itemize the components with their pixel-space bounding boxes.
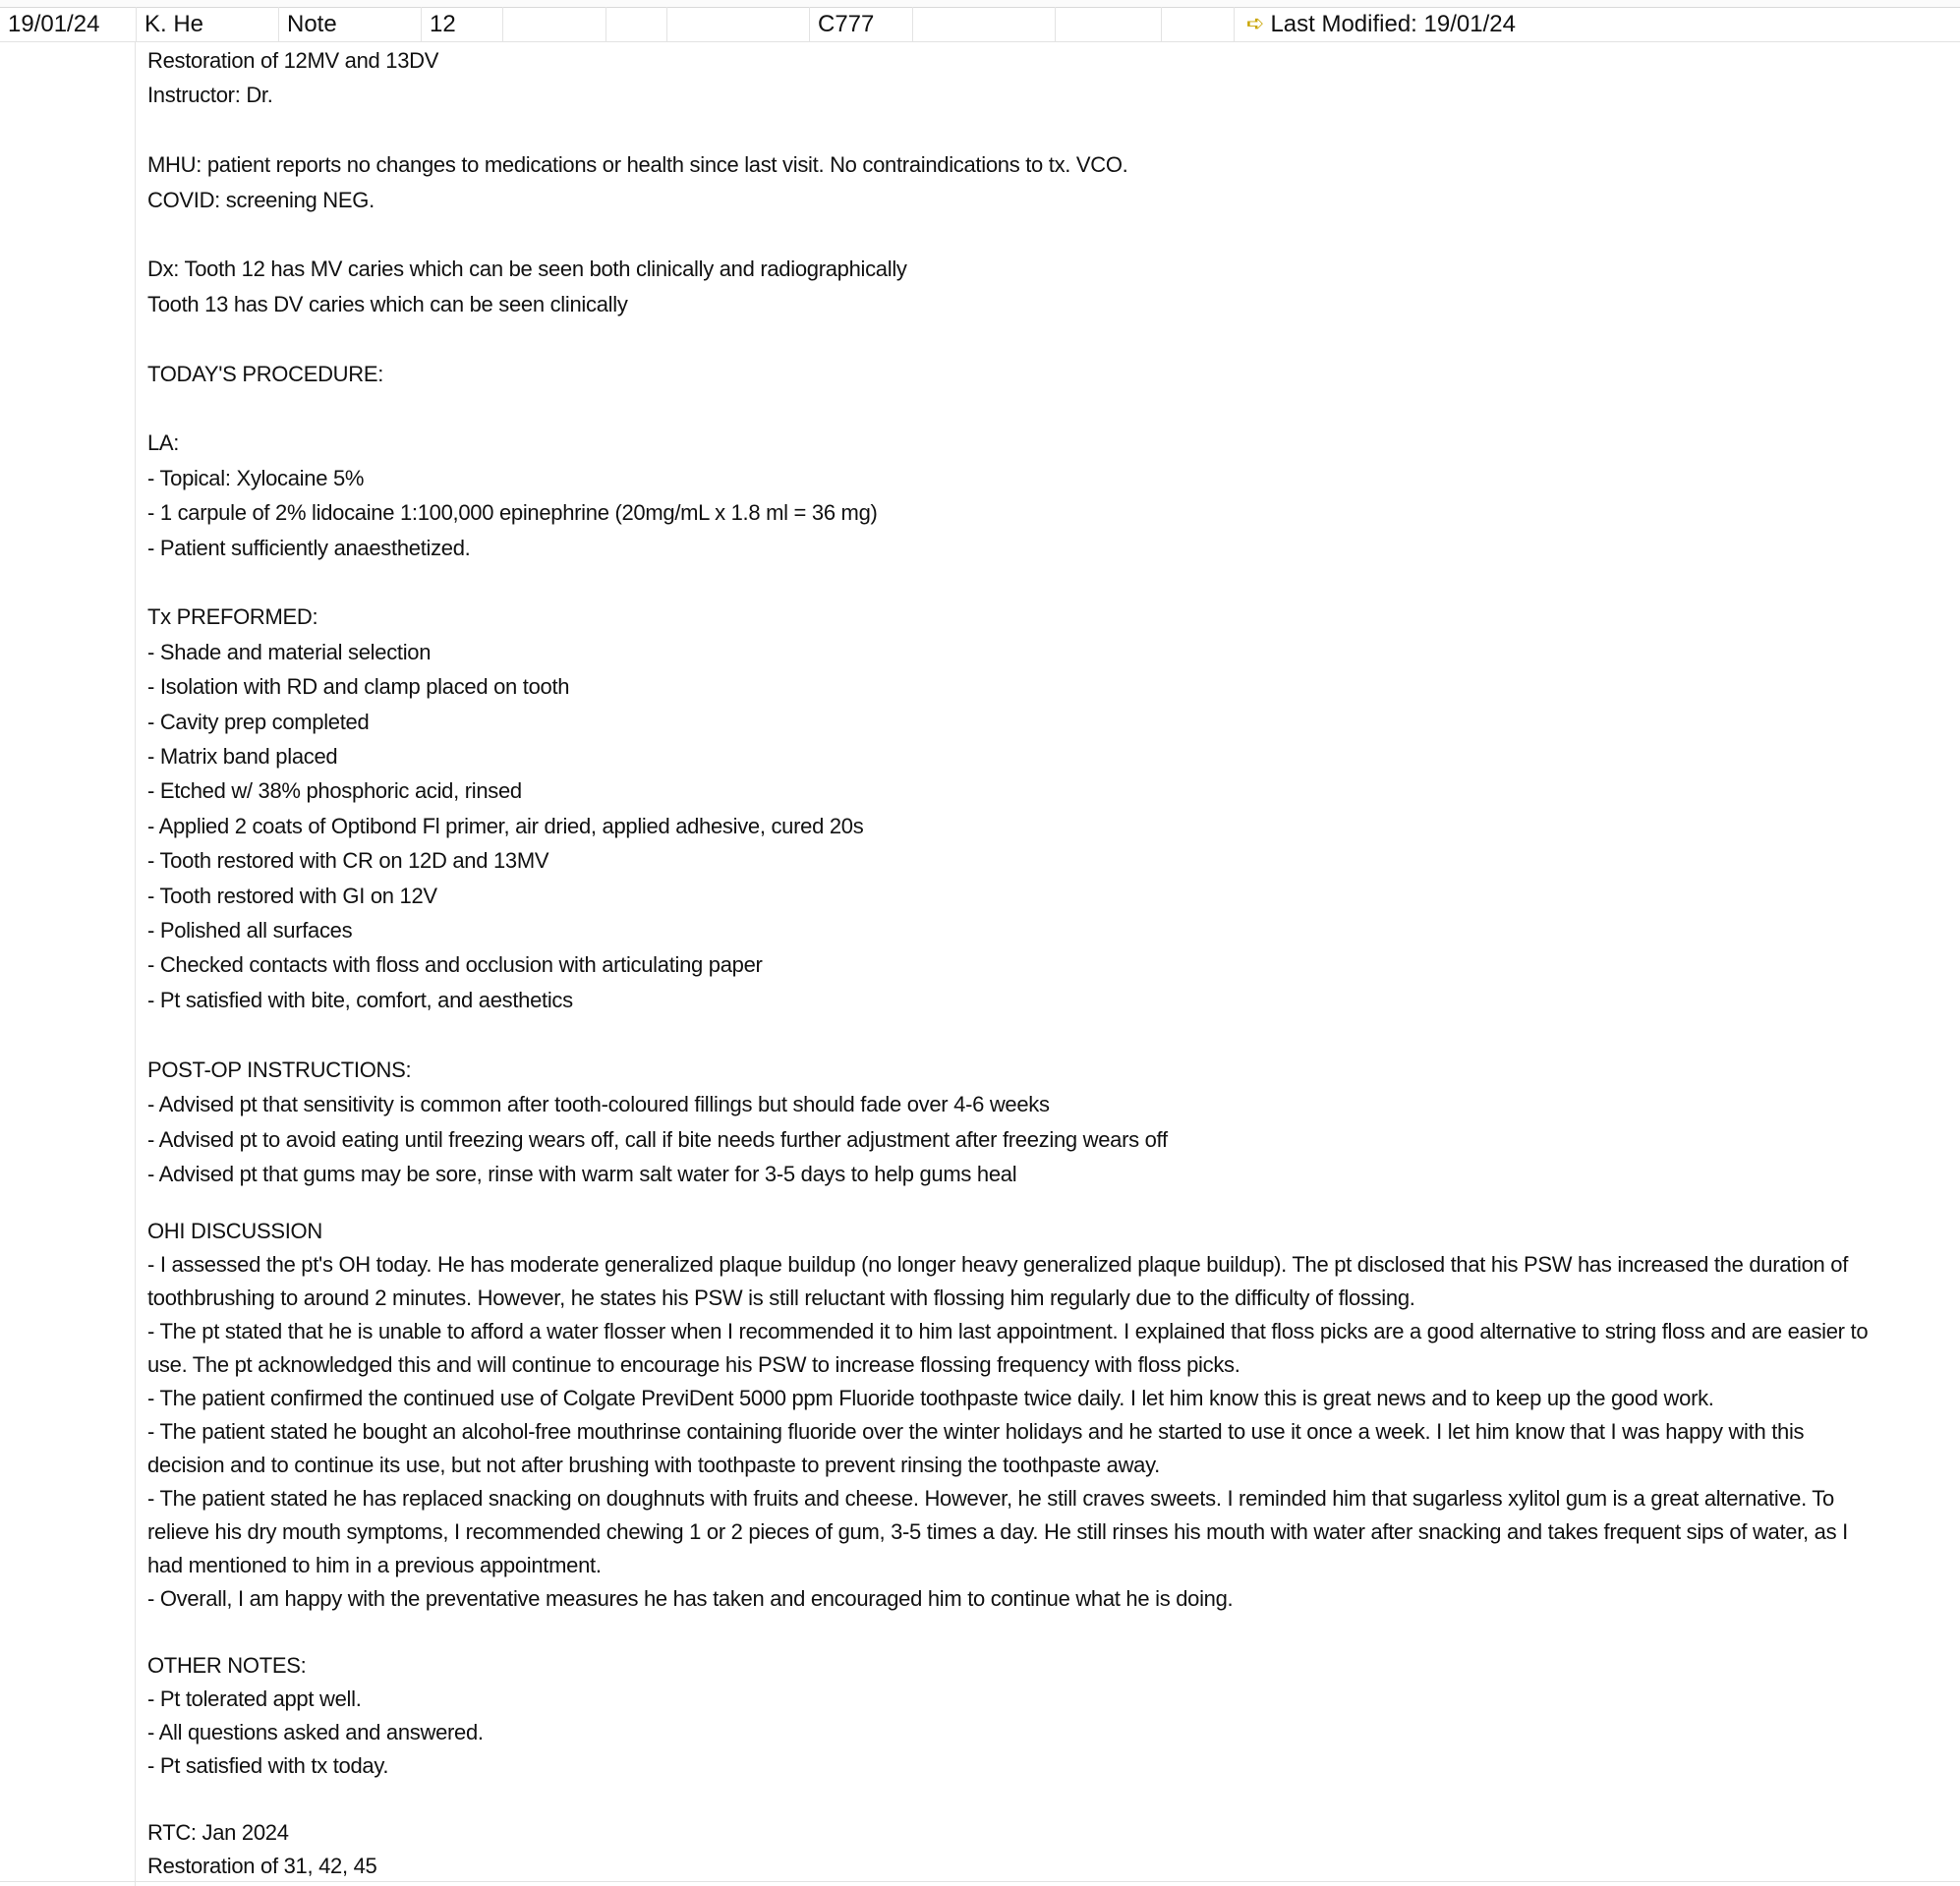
note-line: - Patient sufficiently anaesthetized. (147, 535, 471, 560)
note-line: - Pt satisfied with bite, comfort, and aesthetics (147, 987, 573, 1012)
note-gutter-divider (135, 41, 136, 1886)
note-body (147, 43, 1936, 1191)
note-line: LA: (147, 430, 180, 456)
note-line: TODAY'S PROCEDURE: (147, 361, 384, 386)
note-line: - Topical: Xylocaine 5% (147, 465, 365, 490)
note-line: - Matrix band placed (147, 744, 338, 770)
empty-cell (1161, 7, 1234, 41)
note-line: MHU: patient reports no changes to medications or health since last visit. No contraindications to tx. VCO. (147, 152, 1128, 178)
row-bottom-border (0, 1881, 1960, 1882)
note-line (147, 321, 1936, 356)
note-line: - Tooth restored with CR on 12D and 13MV (147, 848, 549, 874)
note-line: use. The pt acknowledged this and will continue to encourage his PSW to increase flossing frequency with floss picks. (147, 1352, 1240, 1378)
note-line: Restoration of 12MV and 13DV (147, 48, 439, 73)
note-line: - Advised pt to avoid eating until freezing wears off, call if bite needs further adjustment after freezing wears off (147, 1126, 1168, 1152)
note-line: relieve his dry mouth symptoms, I recommended chewing 1 or 2 pieces of gum, 3-5 times a day. He still rinses his mouth with water after snacking and takes frequent sips of water, as I (147, 1519, 1848, 1545)
note-line: RTC: Jan 2024 (147, 1820, 289, 1846)
note-line: had mentioned to him in a previous appointment. (147, 1553, 602, 1578)
arrow-right-icon: ➪ (1246, 11, 1265, 35)
note-line: POST-OP INSTRUCTIONS: (147, 1057, 412, 1082)
note-line (147, 391, 1936, 426)
note-line: - The patient confirmed the continued use of Colgate PreviDent 5000 ppm Fluoride toothpaste twice daily. I let him know this is great news and to keep up the good work. (147, 1386, 1714, 1411)
ohi-section (147, 1215, 1936, 1883)
empty-cell (912, 7, 1055, 41)
empty-cell (1055, 7, 1161, 41)
code-cell: C777 (809, 7, 912, 41)
note-line: OHI DISCUSSION (147, 1219, 322, 1244)
note-line: - Isolation with RD and clamp placed on tooth (147, 674, 570, 700)
note-line: decision and to continue its use, but not after brushing with toothpaste to prevent rinsing the toothpaste away. (147, 1453, 1160, 1478)
note-line (147, 113, 1936, 147)
note-line: - The pt stated that he is unable to afford a water flosser when I recommended it to him last appointment. I explained that floss picks are a good alternative to string floss and are easier to (147, 1319, 1869, 1344)
author-cell: K. He (136, 7, 278, 41)
note-line: - Pt tolerated appt well. (147, 1686, 362, 1712)
table-row[interactable] (0, 7, 1960, 42)
note-line: COVID: screening NEG. (147, 187, 375, 212)
note-line: - Polished all surfaces (147, 918, 353, 943)
note-line: - I assessed the pt's OH today. He has moderate generalized plaque buildup (no longer heavy generalized plaque buildup). The pt disclosed that his PSW has increased the duration of (147, 1252, 1849, 1278)
last-modified-cell (1234, 7, 1960, 41)
note-line (147, 1017, 1936, 1052)
note-line: - Checked contacts with floss and occlusion with articulating paper (147, 952, 763, 978)
note-line: - Applied 2 coats of Optibond Fl primer, air dried, applied adhesive, cured 20s (147, 813, 864, 838)
note-line: - Advised pt that gums may be sore, rinse with warm salt water for 3-5 days to help gums heal (147, 1161, 1017, 1186)
section-spacer (147, 1191, 1936, 1215)
note-line: - The patient stated he has replaced snacking on doughnuts with fruits and cheese. However, he still craves sweets. I reminded him that sugarless xylitol gum is a great alternative. To (147, 1486, 1834, 1512)
note-line: - All questions asked and answered. (147, 1720, 484, 1745)
note-line (147, 565, 1936, 600)
type-cell: Note (278, 7, 421, 41)
note-line (147, 1616, 1936, 1649)
note-line: Tooth 13 has DV caries which can be seen clinically (147, 291, 628, 316)
empty-cell (666, 7, 809, 41)
tooth-cell: 12 (421, 7, 502, 41)
note-line (147, 217, 1936, 252)
note-line: Tx PREFORMED: (147, 604, 318, 630)
empty-cell (605, 7, 666, 41)
note-line: - Shade and material selection (147, 639, 432, 664)
clinical-note (147, 43, 1936, 1883)
note-line: Dx: Tooth 12 has MV caries which can be seen both clinically and radiographically (147, 257, 907, 282)
note-line (147, 1783, 1936, 1816)
note-line: - Overall, I am happy with the preventative measures he has taken and encouraged him to continue what he is doing. (147, 1586, 1234, 1612)
note-line: Restoration of 31, 42, 45 (147, 1854, 377, 1879)
note-line: - Tooth restored with GI on 12V (147, 883, 437, 908)
date-cell: 19/01/24 (8, 11, 100, 37)
empty-cell (502, 7, 605, 41)
note-line: Instructor: Dr. (147, 83, 273, 108)
note-line: - 1 carpule of 2% lidocaine 1:100,000 epinephrine (20mg/mL x 1.8 ml = 36 mg) (147, 500, 878, 526)
note-line: OTHER NOTES: (147, 1653, 307, 1679)
note-line: toothbrushing to around 2 minutes. However, he states his PSW is still reluctant with flossing him regularly due to the difficulty of flossing. (147, 1286, 1415, 1311)
note-line: - The patient stated he bought an alcohol-free mouthrinse containing fluoride over the winter holidays and he started to use it once a week. I let him know that I was happy with this (147, 1419, 1805, 1445)
note-line: - Pt satisfied with tx today. (147, 1753, 389, 1779)
last-modified-label: Last Modified: 19/01/24 (1270, 11, 1516, 37)
note-line: - Etched w/ 38% phosphoric acid, rinsed (147, 778, 522, 804)
note-line: - Advised pt that sensitivity is common after tooth-coloured fillings but should fade over 4-6 weeks (147, 1092, 1050, 1117)
note-line: - Cavity prep completed (147, 709, 370, 734)
